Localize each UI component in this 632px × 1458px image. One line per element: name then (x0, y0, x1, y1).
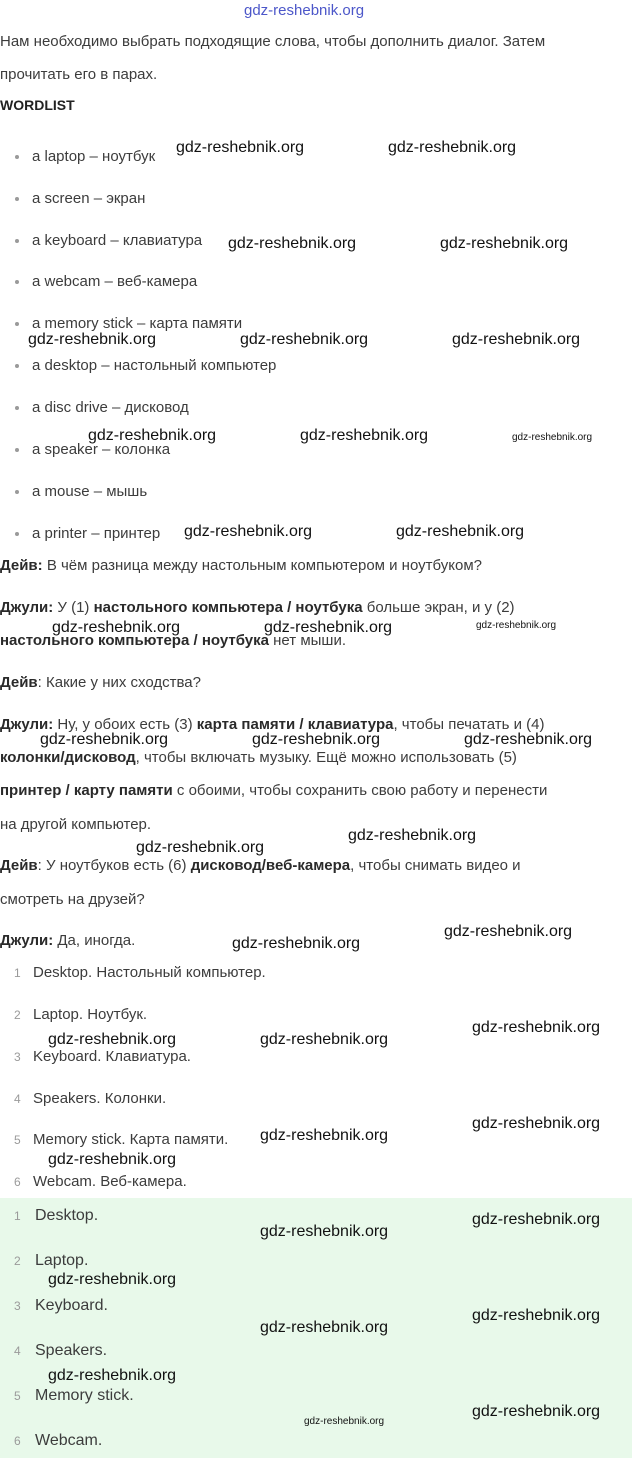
dialogue-line: Дейв: В чём разница между настольным компьютером и ноутбуком? (0, 557, 482, 574)
watermark: gdz-reshebnik.org (240, 331, 369, 348)
watermark: gdz-reshebnik.org (48, 1271, 177, 1288)
watermark: gdz-reshebnik.org (444, 923, 573, 940)
watermark: gdz-reshebnik.org (48, 1031, 177, 1048)
bullet-icon (15, 490, 19, 494)
answer-item: 3 Keyboard. (14, 1297, 108, 1314)
dialogue-line: Джули: Да, иногда. (0, 932, 136, 949)
dialogue-line: Дейв: У ноутбуков есть (6) дисковод/веб-камера, чтобы снимать видео и (0, 857, 521, 874)
translation-item: 3 Keyboard. Клавиатура. (14, 1048, 191, 1065)
site-header-link[interactable]: gdz-reshebnik.org (244, 2, 365, 19)
translation-item: 2 Laptop. Ноутбук. (14, 1006, 148, 1023)
watermark: gdz-reshebnik.org (184, 523, 313, 540)
watermark: gdz-reshebnik.org (228, 235, 357, 252)
watermark: gdz-reshebnik.org (232, 935, 361, 952)
watermark: gdz-reshebnik.org (452, 331, 581, 348)
wordlist-item: a disc drive – дисковод (15, 399, 189, 416)
wordlist-item: a laptop – ноутбук (15, 148, 155, 165)
watermark: gdz-reshebnik.org (28, 331, 157, 348)
bullet-icon (15, 448, 19, 452)
wordlist-item: a mouse – мышь (15, 483, 147, 500)
watermark: gdz-reshebnik.org (396, 523, 525, 540)
wordlist-item: a screen – экран (15, 190, 145, 207)
translation-item: 6 Webcam. Веб-камера. (14, 1173, 187, 1190)
wordlist-item: a printer – принтер (15, 525, 160, 542)
watermark: gdz-reshebnik.org (48, 1367, 177, 1384)
answer-item: 5 Memory stick. (14, 1387, 134, 1404)
watermark: gdz-reshebnik.org (304, 1416, 385, 1427)
watermark: gdz-reshebnik.org (48, 1151, 177, 1168)
watermark: gdz-reshebnik.org (472, 1211, 601, 1228)
watermark: gdz-reshebnik.org (260, 1223, 389, 1240)
watermark: gdz-reshebnik.org (260, 1127, 389, 1144)
watermark: gdz-reshebnik.org (388, 139, 517, 156)
watermark: gdz-reshebnik.org (260, 1031, 389, 1048)
watermark: gdz-reshebnik.org (136, 839, 265, 856)
watermark: gdz-reshebnik.org (472, 1115, 601, 1132)
dialogue-line: колонки/дисковод, чтобы включать музыку. Ещё можно использовать (5) (0, 749, 517, 766)
bullet-icon (15, 322, 19, 326)
watermark: gdz-reshebnik.org (512, 432, 593, 443)
bullet-icon (15, 364, 19, 368)
translation-item: 4 Speakers. Колонки. (14, 1090, 167, 1107)
wordlist-item: a webcam – веб-камера (15, 273, 197, 290)
watermark: gdz-reshebnik.org (260, 1319, 389, 1336)
answer-item: 4 Speakers. (14, 1342, 108, 1359)
bullet-icon (15, 239, 19, 243)
dialogue-line: Джули: У (1) настольного компьютера / ноутбука больше экран, и у (2) (0, 599, 515, 616)
answer-item: 1 Desktop. (14, 1207, 99, 1224)
answer-item: 6 Webcam. (14, 1432, 103, 1449)
watermark: gdz-reshebnik.org (252, 731, 381, 748)
watermark: gdz-reshebnik.org (264, 619, 393, 636)
watermark: gdz-reshebnik.org (40, 731, 169, 748)
bullet-icon (15, 197, 19, 201)
watermark: gdz-reshebnik.org (464, 731, 593, 748)
translation-item: 5 Memory stick. Карта памяти. (14, 1131, 229, 1148)
watermark: gdz-reshebnik.org (472, 1403, 601, 1420)
translation-item: 1 Desktop. Настольный компьютер. (14, 964, 266, 981)
wordlist-item: a desktop – настольный компьютер (15, 357, 276, 374)
dialogue-line: смотреть на друзей? (0, 891, 145, 908)
bullet-icon (15, 406, 19, 410)
dialogue-line: настольного компьютера / ноутбука нет мыши. (0, 632, 346, 649)
watermark: gdz-reshebnik.org (348, 827, 477, 844)
watermark: gdz-reshebnik.org (52, 619, 181, 636)
bullet-icon (15, 155, 19, 159)
wordlist-title: WORDLIST (0, 97, 75, 113)
dialogue-line: Джули: Ну, у обоих есть (3) карта памяти / клавиатура, чтобы печатать и (4) (0, 716, 545, 733)
wordlist-item: a memory stick – карта памяти (15, 315, 242, 332)
watermark: gdz-reshebnik.org (472, 1307, 601, 1324)
wordlist-item: a speaker – колонка (15, 441, 170, 458)
intro-line-1: Нам необходимо выбрать подходящие слова, чтобы дополнить диалог. Затем (0, 33, 546, 50)
dialogue-line: Дейв: Какие у них сходства? (0, 674, 201, 691)
bullet-icon (15, 532, 19, 536)
watermark: gdz-reshebnik.org (176, 139, 305, 156)
dialogue-line: принтер / карту памяти с обоими, чтобы сохранить свою работу и перенести (0, 782, 548, 799)
wordlist-item: a keyboard – клавиатура (15, 232, 202, 249)
watermark: gdz-reshebnik.org (476, 620, 557, 631)
answer-item: 2 Laptop. (14, 1252, 89, 1269)
watermark: gdz-reshebnik.org (440, 235, 569, 252)
watermark: gdz-reshebnik.org (300, 427, 429, 444)
dialogue-line: на другой компьютер. (0, 816, 152, 833)
bullet-icon (15, 280, 19, 284)
intro-line-2: прочитать его в парах. (0, 66, 158, 83)
watermark: gdz-reshebnik.org (472, 1019, 601, 1036)
watermark: gdz-reshebnik.org (88, 427, 217, 444)
